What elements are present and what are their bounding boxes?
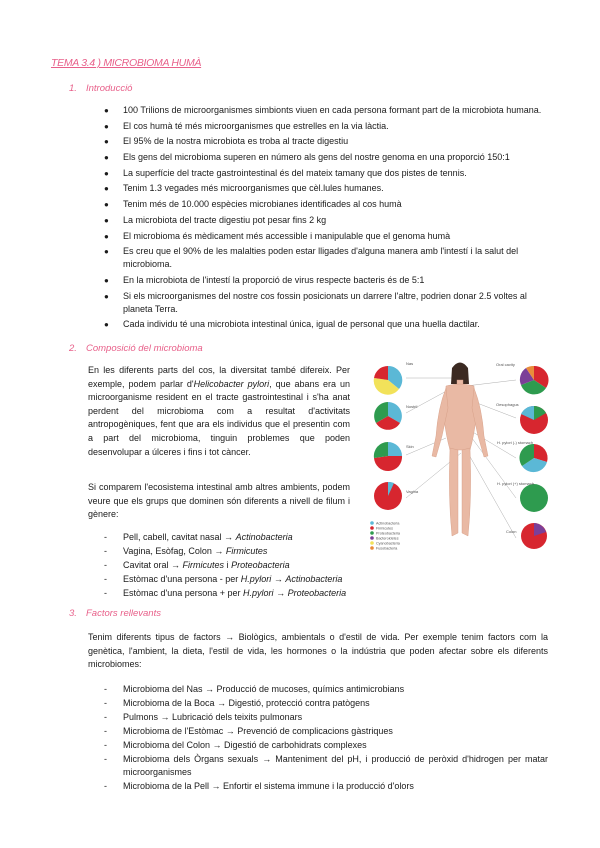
list-item: ● Tenim més de 10.000 espècies microbianes identificades al cos humà — [104, 198, 549, 211]
section-label: Factors rellevants — [86, 608, 161, 619]
legend-item: Proteobacteria — [376, 531, 400, 536]
item-text: Estòmac d'una persona - per — [123, 574, 241, 584]
taxon-name: Firmicutes — [225, 546, 268, 556]
list-item: ● Els gens del microbioma superen en número als gens del nostre genoma en una proporció 150:1 — [104, 151, 549, 164]
section-number: 1. — [69, 83, 77, 94]
list-item: - Microbioma dels Òrgans sexuals → Manteniment del pH, i producció de peròxid d'hidrogen per matar microorganismes — [104, 753, 548, 779]
section-heading-composition — [69, 343, 203, 354]
factors-paragraph: Tenim diferents tipus de factors → Biològics, ambientals o d'estil de vida. Per exemple tenim factors com la genètica, l'ambient, la dieta, l'estil de vida, les hormones o la indústria que poden afectar sobre els diferents microbiomes: — [88, 632, 548, 670]
composition-paragraph-1 — [88, 364, 350, 459]
section-number: 3. — [69, 608, 77, 619]
list-item: ● La microbiota del tracte digestiu pot pesar fins 2 kg — [104, 214, 549, 227]
list-item: ● Si els microorganismes del nostre cos fossin posicionats un darrere l'altre, podrien donar 2.5 voltes al planeta Terra. — [104, 290, 549, 316]
item-text: Estòmac d'una persona + per — [123, 588, 244, 598]
label-oesophagus: Oesophagus — [496, 402, 519, 407]
taxon-name: H.pylori — [240, 574, 272, 584]
item-text: Pell, cabell, cavitat nasal → — [123, 532, 236, 542]
list-item: ● El microbioma és mèdicament més accessible i manipulable que el genoma humà — [104, 230, 549, 243]
legend-item: Cyanobacteria — [376, 541, 400, 546]
label-hpylori-neg: H. pylori (-) stomach — [497, 440, 534, 445]
paragraph-text: , que abans era un microorganisme resident en el tracte gastrointestinal i s'ha anat perdent del microbioma com a resultat d'activitats antropogèniques, fent que ara els individus que el presentin com a part del microbioma, tinguin problemes que poden desenvolupar a úlceres i fins i tot càncer. — [88, 378, 350, 457]
section-label: Introducció — [86, 83, 133, 94]
list-item: - Microbioma de la Pell → Enfortir el sistema immune i la producció d'olors — [104, 780, 548, 793]
item-text: i — [224, 560, 232, 570]
list-item: - Microbioma de la Boca → Digestió, protecció contra patògens — [104, 697, 548, 710]
legend-item: Actinobacteria — [376, 521, 400, 526]
item-text: Vagina, Esòfag, Colon → — [123, 546, 226, 556]
section-label: Composició del microbioma — [86, 343, 203, 354]
legend-item: Firmicutes — [376, 526, 394, 531]
list-item — [104, 587, 404, 600]
list-item: - Microbioma del Colon → Digestió de carbohidrats complexes — [104, 739, 548, 752]
taxon-name: H.pylori — [243, 588, 274, 598]
pie-hpylori-neg-stomach — [519, 444, 547, 472]
list-item: ● 100 Trilions de microorganismes simbionts viuen en cada persona formant part de la microbiota humana. — [104, 104, 549, 117]
list-item — [104, 545, 404, 558]
list-item: - Pulmons → Lubricació dels teixits pulmonars — [104, 711, 548, 724]
list-item: ● Cada individu té una microbiota intestinal única, igual de personal que una huella dactilar. — [104, 318, 549, 331]
list-item: ● Es creu que el 90% de les malalties poden estar lligades d'alguna manera amb l'intestí i la salut del microbioma. — [104, 245, 549, 271]
list-item: ● En la microbiota de l'intestí la proporció de virus respecte bacteris és de 5:1 — [104, 274, 549, 287]
taxon-name: Firmicutes — [182, 560, 225, 570]
legend-item: Fusobacteria — [376, 546, 398, 550]
legend-item: Bacteroidetes — [376, 536, 399, 541]
pie-oesophagus — [520, 406, 548, 434]
label-skin: Skin — [406, 444, 414, 449]
list-item: ● Tenim 1.3 vegades més microorganismes que cèl.lules humanes. — [104, 182, 549, 195]
pie-skin — [374, 442, 402, 471]
pie-nas — [374, 366, 403, 395]
microbiome-body-figure — [366, 358, 556, 550]
label-hpylori-pos: H. pylori (+) stomach — [497, 481, 535, 486]
pie-nostril — [374, 402, 402, 430]
label-nas: Nas — [406, 361, 414, 366]
factors-list — [104, 683, 548, 794]
taxon-name: Actinobacteria — [235, 532, 293, 542]
list-item: - Microbioma de l'Estòmac → Prevenció de complicacions gàstriques — [104, 725, 548, 738]
page-title: TEMA 3.4 ) MICROBIOMA HUMÀ — [51, 57, 202, 69]
phylum-list — [104, 531, 404, 601]
label-vagina: Vagina — [406, 489, 419, 494]
figure-legend — [370, 521, 401, 550]
paragraph-text: En les diferents parts del cos, la diversitat també difereix. Per exemple, podem parlar d' — [88, 365, 350, 389]
list-item — [104, 559, 404, 572]
label-oral-cavity: Oral cavity — [496, 362, 515, 367]
human-silhouette — [432, 363, 488, 537]
pie-colon — [521, 523, 547, 549]
intro-bullet-list — [104, 104, 549, 334]
pie-vagina — [374, 482, 402, 510]
composition-paragraph-2: Si comparem l'ecosistema intestinal amb altres ambients, podem veure que els grups que dominen són diferents a nivell de filum i gènere: — [88, 482, 350, 520]
taxon-name: Actinobacteria — [285, 574, 343, 584]
pie-hpylori-pos-stomach — [520, 484, 548, 512]
taxon-name: Proteobacteria — [287, 588, 347, 598]
label-nostril: Nostril — [406, 404, 418, 409]
pie-oral-cavity — [520, 366, 549, 394]
list-item: ● La superfície del tracte gastrointestinal és del mateix tamany que dos pistes de tennis. — [104, 167, 549, 180]
label-colon: Colon — [506, 529, 517, 534]
list-item — [104, 531, 404, 544]
list-item: - Microbioma del Nas → Producció de mucoses, químics antimicrobians — [104, 683, 548, 696]
item-text: → — [271, 574, 286, 584]
species-name: Helicobacter pylori — [193, 378, 270, 389]
section-number: 2. — [69, 343, 77, 354]
section-heading-factors — [69, 608, 161, 619]
list-item: ● El 95% de la nostra microbiota es troba al tracte digestiu — [104, 135, 549, 148]
item-text: Cavitat oral → — [123, 560, 183, 570]
section-heading-intro — [69, 83, 132, 94]
taxon-name: Proteobacteria — [231, 560, 290, 570]
list-item: ● El cos humà té més microorganismes que estrelles en la via làctia. — [104, 120, 549, 133]
list-item — [104, 573, 404, 586]
item-text: → — [273, 588, 288, 598]
